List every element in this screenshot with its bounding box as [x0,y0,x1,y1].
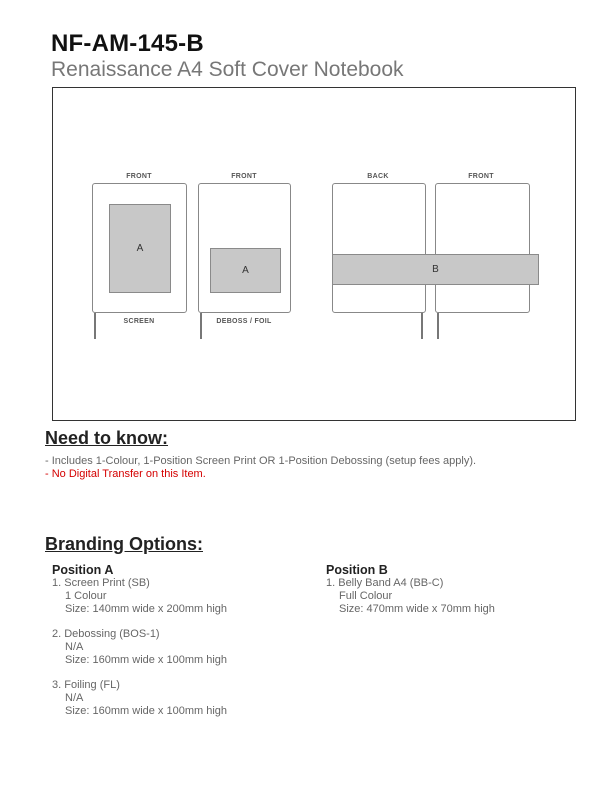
notebook-spine [437,313,439,339]
option-belly-band [326,577,586,616]
view-label-back: BACK [367,173,389,180]
belly-band-area-b: B [332,254,539,285]
print-area-a-deboss: A [210,248,281,293]
position-b-column [326,563,586,628]
option-name: 1. Belly Band A4 (BB-C) [326,577,444,589]
option-size: Size: 140mm wide x 200mm high [65,603,228,615]
option-name: 3. Foiling (FL) [52,679,120,691]
note-no-digital-transfer: - No Digital Transfer on this Item. [45,468,206,480]
option-detail: Full Colour [339,590,393,602]
product-code: NF-AM-145-B [51,30,204,57]
notebook-spine [94,313,96,339]
view-label-screen: SCREEN [123,318,155,325]
need-to-know-heading: Need to know: [45,428,169,448]
option-size: Size: 470mm wide x 70mm high [339,603,495,615]
option-debossing [52,628,312,667]
view-label-front-screen: FRONT [126,173,152,180]
product-title: Renaissance A4 Soft Cover Notebook [51,58,404,81]
option-detail: N/A [65,692,84,704]
position-a-column [52,563,312,730]
option-foiling [52,679,312,718]
option-size: Size: 160mm wide x 100mm high [65,705,228,717]
branding-options-heading: Branding Options: [45,534,203,554]
notebook-back [332,183,426,313]
option-screen-print [52,577,312,616]
view-label-front-deboss: FRONT [231,173,257,180]
notebook-front-deboss [198,183,291,313]
branding-diagram [52,87,576,421]
view-label-front-band: FRONT [468,173,494,180]
notebook-spine [421,313,423,339]
option-name: 1. Screen Print (SB) [52,577,150,589]
notebook-front-screen [92,183,187,313]
print-area-a-screen: A [109,204,171,293]
option-size: Size: 160mm wide x 100mm high [65,654,228,666]
notebook-spine [200,313,202,339]
view-label-deboss-foil: DEBOSS / FOIL [216,318,272,325]
option-detail: 1 Colour [65,590,107,602]
position-b-title: Position B [326,563,388,577]
option-detail: N/A [65,641,84,653]
position-a-title: Position A [52,563,114,577]
notebook-front-band [435,183,530,313]
note-includes: - Includes 1-Colour, 1-Position Screen Print OR 1-Position Debossing (setup fees apply). [45,455,477,467]
option-name: 2. Debossing (BOS-1) [52,628,160,640]
